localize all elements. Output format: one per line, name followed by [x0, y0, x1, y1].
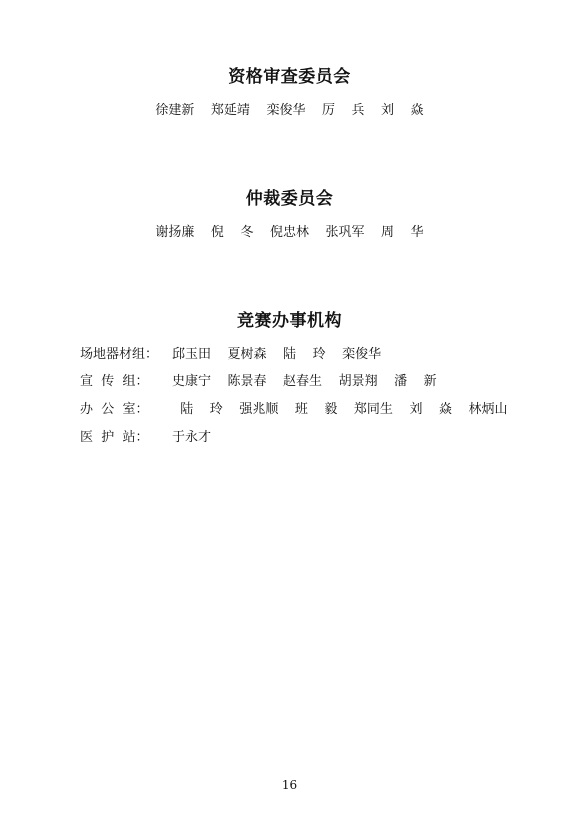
office-group-row: [80, 370, 437, 389]
competition-office-title: 竞赛办事机构: [237, 311, 342, 331]
office-group-members: 陆 玲 强兆顺 班 毅 郑同生 刘 焱 林炳山: [172, 402, 508, 417]
office-group-row: [80, 343, 382, 362]
credentials-committee-title: 资格审查委员会: [228, 67, 351, 87]
office-group-label: 医 护 站：: [80, 430, 149, 445]
credentials-committee-members: 徐建新 郑延靖 栾俊华 厉 兵 刘 焱: [155, 103, 424, 118]
office-group-label: 宣 传 组：: [80, 374, 149, 389]
office-group-label: 办 公 室：: [80, 402, 149, 417]
office-group-label: 场地器材组：: [80, 347, 159, 362]
arbitration-committee-members: 谢扬廉 倪 冬 倪忠林 张巩军 周 华: [155, 225, 424, 240]
office-group-members: 邱玉田 夏树森 陆 玲 栾俊华: [172, 347, 382, 362]
office-group-members: 于永才: [172, 430, 212, 445]
office-group-row: [80, 398, 508, 417]
office-group-members: 史康宁 陈景春 赵春生 胡景翔 潘 新: [172, 374, 437, 389]
page-number: 16: [281, 778, 298, 792]
office-group-row: [80, 426, 212, 445]
arbitration-committee-title: 仲裁委员会: [245, 189, 334, 209]
